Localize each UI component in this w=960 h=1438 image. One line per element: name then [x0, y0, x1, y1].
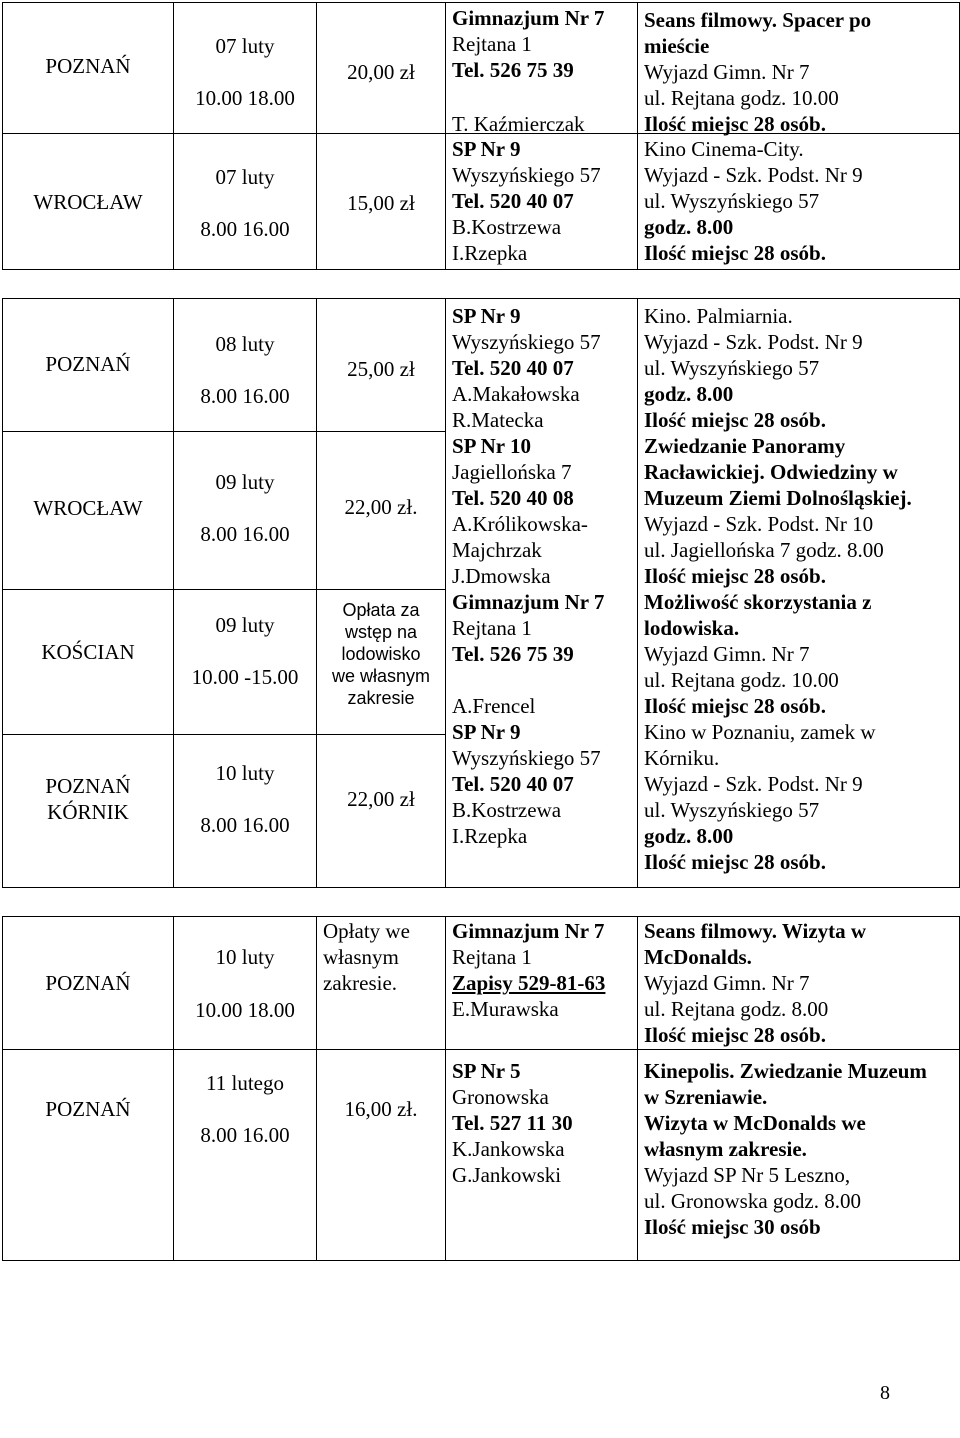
organizer-line: T. Kaźmierczak [452, 112, 585, 136]
table-gap [3, 270, 960, 299]
price-text: 22,00 zł. [344, 495, 418, 519]
event-date: 10 luty [215, 761, 275, 785]
program-line: Ilość miejsc 28 osób. [644, 112, 826, 136]
organizer-line: B.Kostrzewa [452, 798, 562, 822]
event-date: 09 luty [215, 613, 275, 637]
organizer-line: E.Murawska [452, 997, 559, 1021]
program-line: Wizyta w McDonalds we [644, 1111, 866, 1135]
event-date: 11 lutego [206, 1071, 284, 1095]
organizer-line: SP Nr 5 [452, 1059, 521, 1083]
event-date: 10.00 18.00 [195, 998, 295, 1022]
date-cell [174, 3, 317, 134]
program-line: Racławickiej. Odwiedziny w [644, 460, 898, 484]
program-line: Ilość miejsc 28 osób. [644, 408, 826, 432]
price-text: 22,00 zł [347, 787, 415, 811]
organizer-line: Gimnazjum Nr 7 [452, 6, 605, 30]
price-cell [317, 735, 446, 888]
organizer-line: G.Jankowski [452, 1163, 562, 1187]
organizer-line: Majchrzak [452, 538, 542, 562]
event-date: 10.00 -15.00 [191, 665, 299, 689]
program-line: godz. 8.00 [644, 824, 734, 848]
organizer-line: Wyszyńskiego 57 [452, 330, 601, 354]
organizer-line: Tel. 527 11 30 [452, 1111, 573, 1135]
program-line: Wyjazd - Szk. Podst. Nr 9 [644, 330, 863, 354]
organizer-cell [446, 299, 638, 888]
organizer-line: Zapisy 529-81-63 [452, 971, 606, 995]
program-cell [638, 299, 960, 888]
table-row [3, 917, 960, 1050]
program-line: ul. Wyszyńskiego 57 [644, 356, 820, 380]
program-line: ul. Gronowska godz. 8.00 [644, 1189, 861, 1213]
city-cell [3, 299, 174, 432]
organizer-cell [446, 917, 638, 1050]
program-line: Wyjazd Gimn. Nr 7 [644, 60, 810, 84]
program-line: Ilość miejsc 30 osób [644, 1215, 821, 1239]
program-cell [638, 3, 960, 134]
program-line: Wyjazd - Szk. Podst. Nr 9 [644, 772, 863, 796]
organizer-line: SP Nr 9 [452, 137, 521, 161]
program-line: Ilość miejsc 28 osób. [644, 694, 826, 718]
event-date: 8.00 16.00 [200, 813, 290, 837]
table-gap [3, 888, 960, 917]
organizer-line: Tel. 520 40 07 [452, 356, 574, 380]
program-line: Wyjazd - Szk. Podst. Nr 9 [644, 163, 863, 187]
event-date: 08 luty [215, 332, 275, 356]
program-line: Seans filmowy. Spacer po [644, 8, 872, 32]
event-date: 10.00 18.00 [195, 86, 295, 110]
price-cell [317, 3, 446, 134]
organizer-line: Tel. 526 75 39 [452, 58, 574, 82]
organizer-line: K.Jankowska [452, 1137, 565, 1161]
organizer-line: Jagiellońska 7 [452, 460, 572, 484]
organizer-line: SP Nr 9 [452, 720, 521, 744]
program-line: Zwiedzanie Panoramy [644, 434, 846, 458]
price-text: zakresie. [323, 971, 398, 995]
program-line: Wyjazd Gimn. Nr 7 [644, 642, 810, 666]
program-line: Seans filmowy. Wizyta w [644, 919, 867, 943]
program-line: Kino. Palmiarnia. [644, 304, 793, 328]
organizer-line: Wyszyńskiego 57 [452, 746, 601, 770]
table-row [3, 134, 960, 270]
program-line: ul. Jagiellońska 7 godz. 8.00 [644, 538, 884, 562]
city-cell [3, 3, 174, 134]
organizer-line: Tel. 526 75 39 [452, 642, 574, 666]
program-line: Muzeum Ziemi Dolnośląskiej. [644, 486, 912, 510]
program-line: Ilość miejsc 28 osób. [644, 564, 826, 588]
program-line: Wyjazd SP Nr 5 Leszno, [644, 1163, 851, 1187]
program-line: ul. Rejtana godz. 10.00 [644, 668, 839, 692]
program-line: Wyjazd - Szk. Podst. Nr 10 [644, 512, 874, 536]
organizer-line: Tel. 520 40 08 [452, 486, 574, 510]
city-name: KÓRNIK [47, 800, 129, 824]
organizer-line: A.Królikowska- [452, 512, 588, 536]
price-text: Opłaty we [323, 919, 410, 943]
program-line: godz. 8.00 [644, 382, 734, 406]
price-text: lodowisko [341, 644, 421, 664]
program-line: McDonalds. [644, 945, 752, 969]
event-date: 07 luty [215, 165, 275, 189]
program-line: Możliwość skorzystania z [644, 590, 872, 614]
program-line: własnym zakresie. [644, 1137, 807, 1161]
program-cell [638, 1050, 960, 1261]
program-line: Ilość miejsc 28 osób. [644, 241, 826, 265]
program-line: Kino Cinema-City. [644, 137, 804, 161]
city-cell [3, 590, 174, 735]
city-name: POZNAŃ [45, 774, 131, 798]
price-text: 25,00 zł [347, 357, 415, 381]
price-text: Opłata za [342, 600, 420, 620]
organizer-line: Rejtana 1 [452, 616, 532, 640]
price-cell [317, 1050, 446, 1261]
price-text: zakresie [347, 688, 415, 708]
date-cell [174, 134, 317, 270]
price-text: własnym [323, 945, 399, 969]
organizer-line: R.Matecka [452, 408, 544, 432]
event-date: 8.00 16.00 [200, 1123, 290, 1147]
program-line: w Szreniawie. [644, 1085, 768, 1109]
program-line: Kinepolis. Zwiedzanie Muzeum [644, 1059, 927, 1083]
organizer-cell [446, 1050, 638, 1261]
organizer-line: Rejtana 1 [452, 32, 532, 56]
price-text: 15,00 zł [347, 191, 415, 215]
program-line: Ilość miejsc 28 osób. [644, 1023, 826, 1047]
city-name: POZNAŃ [45, 971, 131, 995]
price-text: we własnym [331, 666, 431, 686]
organizer-line: J.Dmowska [452, 564, 551, 588]
organizer-line: I.Rzepka [452, 824, 528, 848]
program-line: ul. Wyszyńskiego 57 [644, 189, 820, 213]
organizer-line: Gimnazjum Nr 7 [452, 590, 605, 614]
city-cell [3, 917, 174, 1050]
program-line: Kórniku. [644, 746, 720, 770]
event-date: 09 luty [215, 470, 275, 494]
organizer-line: B.Kostrzewa [452, 215, 562, 239]
date-cell [174, 590, 317, 735]
organizer-line: SP Nr 10 [452, 434, 531, 458]
event-date: 8.00 16.00 [200, 522, 290, 546]
program-line: ul. Wyszyńskiego 57 [644, 798, 820, 822]
city-name: KOŚCIAN [41, 640, 135, 664]
organizer-line: A.Frencel [452, 694, 536, 718]
price-text: wstęp na [344, 622, 418, 642]
program-cell [638, 917, 960, 1050]
price-cell [317, 917, 446, 1050]
program-line: ul. Rejtana godz. 8.00 [644, 997, 829, 1021]
program-line: mieście [644, 34, 710, 58]
organizer-line: Rejtana 1 [452, 945, 532, 969]
program-cell [638, 134, 960, 270]
table-row [3, 299, 960, 432]
price-cell [317, 590, 446, 735]
date-cell [174, 299, 317, 432]
city-name: POZNAŃ [45, 54, 131, 78]
date-cell [174, 432, 317, 590]
price-cell [317, 134, 446, 270]
price-cell [317, 432, 446, 590]
organizer-line: Tel. 520 40 07 [452, 189, 574, 213]
price-text: 16,00 zł. [344, 1097, 418, 1121]
date-cell [174, 735, 317, 888]
city-cell [3, 735, 174, 888]
event-date: 10 luty [215, 945, 275, 969]
program-line: Wyjazd Gimn. Nr 7 [644, 971, 810, 995]
table-row [3, 3, 960, 134]
price-text: 20,00 zł [347, 60, 415, 84]
city-name: WROCŁAW [33, 496, 143, 520]
organizer-line: I.Rzepka [452, 241, 528, 265]
city-name: WROCŁAW [33, 190, 143, 214]
date-cell [174, 1050, 317, 1261]
table-row [3, 1050, 960, 1261]
event-date: 8.00 16.00 [200, 384, 290, 408]
date-cell [174, 917, 317, 1050]
event-date: 8.00 16.00 [200, 217, 290, 241]
program-line: Kino w Poznaniu, zamek w [644, 720, 876, 744]
organizer-line: Tel. 520 40 07 [452, 772, 574, 796]
city-cell [3, 432, 174, 590]
organizer-line: SP Nr 9 [452, 304, 521, 328]
organizer-cell [446, 3, 638, 134]
page-number: 8 [880, 1382, 890, 1404]
city-name: POZNAŃ [45, 352, 131, 376]
schedule-table [2, 2, 960, 1261]
organizer-line: Gimnazjum Nr 7 [452, 919, 605, 943]
organizer-cell [446, 134, 638, 270]
city-cell [3, 134, 174, 270]
program-line: Ilość miejsc 28 osób. [644, 850, 826, 874]
city-cell [3, 1050, 174, 1261]
program-line: ul. Rejtana godz. 10.00 [644, 86, 839, 110]
organizer-line: Wyszyńskiego 57 [452, 163, 601, 187]
organizer-line: A.Makałowska [452, 382, 580, 406]
organizer-line: Gronowska [452, 1085, 549, 1109]
program-line: lodowiska. [644, 616, 740, 640]
city-name: POZNAŃ [45, 1097, 131, 1121]
price-cell [317, 299, 446, 432]
event-date: 07 luty [215, 34, 275, 58]
program-line: godz. 8.00 [644, 215, 734, 239]
